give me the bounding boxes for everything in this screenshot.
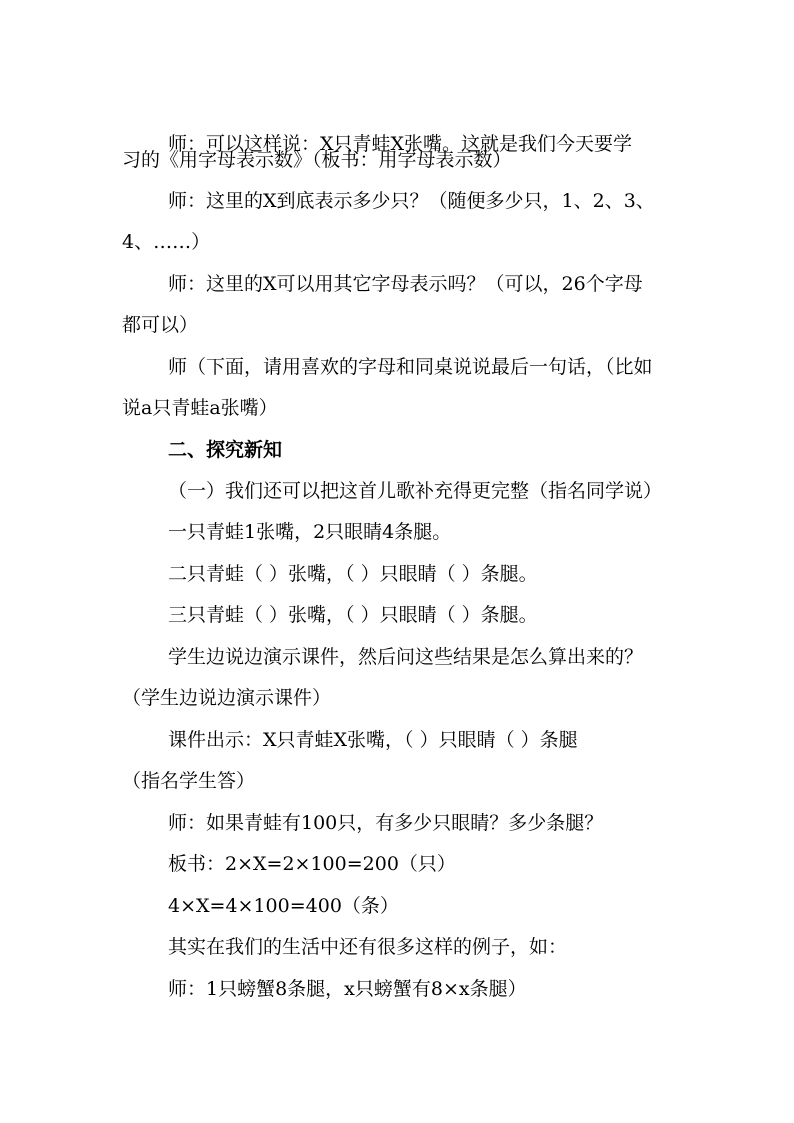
paragraph-line: 4、……） bbox=[122, 231, 211, 253]
paragraph-line: 二只青蛙（ ）张嘴，（ ）只眼睛（ ）条腿。 bbox=[168, 563, 538, 585]
paragraph-line: 说a只青蛙a张嘴） bbox=[122, 397, 278, 419]
paragraph-line: 4×X=4×100=400（条） bbox=[168, 895, 399, 917]
paragraph-line: （指名学生答） bbox=[122, 770, 256, 792]
paragraph-line: 都可以） bbox=[122, 314, 199, 336]
paragraph-line: 师：这里的X到底表示多少只？（随便多少只，1、2、3、 bbox=[168, 190, 655, 212]
paragraph-line: 师：可以这样说：X只青蛙X张嘴。这就是我们今天要学 bbox=[168, 133, 633, 155]
paragraph-line: 其实在我们的生活中还有很多这样的例子，如： bbox=[168, 936, 568, 958]
paragraph-line: 师：这里的X可以用其它字母表示吗？（可以，26个字母 bbox=[168, 273, 643, 295]
paragraph-line: 师：1只螃蟹8条腿，x只螃蟹有8×x条腿） bbox=[168, 978, 527, 1000]
paragraph-line: 学生边说边演示课件，然后问这些结果是怎么算出来的？ bbox=[168, 646, 644, 668]
paragraph-line: （学生边说边演示课件） bbox=[122, 687, 332, 709]
paragraph-line: （一）我们还可以把这首儿歌补充得更完整（指名同学说） bbox=[168, 480, 663, 502]
section-heading: 二、探究新知 bbox=[168, 439, 283, 461]
paragraph-line: 师（下面，请用喜欢的字母和同桌说说最后一句话，（比如 bbox=[168, 356, 653, 378]
paragraph-line: 师：如果青蛙有100只，有多少只眼睛？多少条腿？ bbox=[168, 812, 604, 834]
paragraph-line: 一只青蛙1张嘴，2只眼睛4条腿。 bbox=[168, 521, 452, 543]
paragraph-line: 三只青蛙（ ）张嘴，（ ）只眼睛（ ）条腿。 bbox=[168, 604, 538, 626]
paragraph-line: 习的《用字母表示数》（板书：用字母表示数） bbox=[122, 149, 512, 171]
paragraph-line: 板书：2×X=2×100=200（只） bbox=[168, 853, 456, 875]
paragraph-line: 课件出示：X只青蛙X张嘴，（ ）只眼睛（ ）条腿 bbox=[168, 729, 578, 751]
